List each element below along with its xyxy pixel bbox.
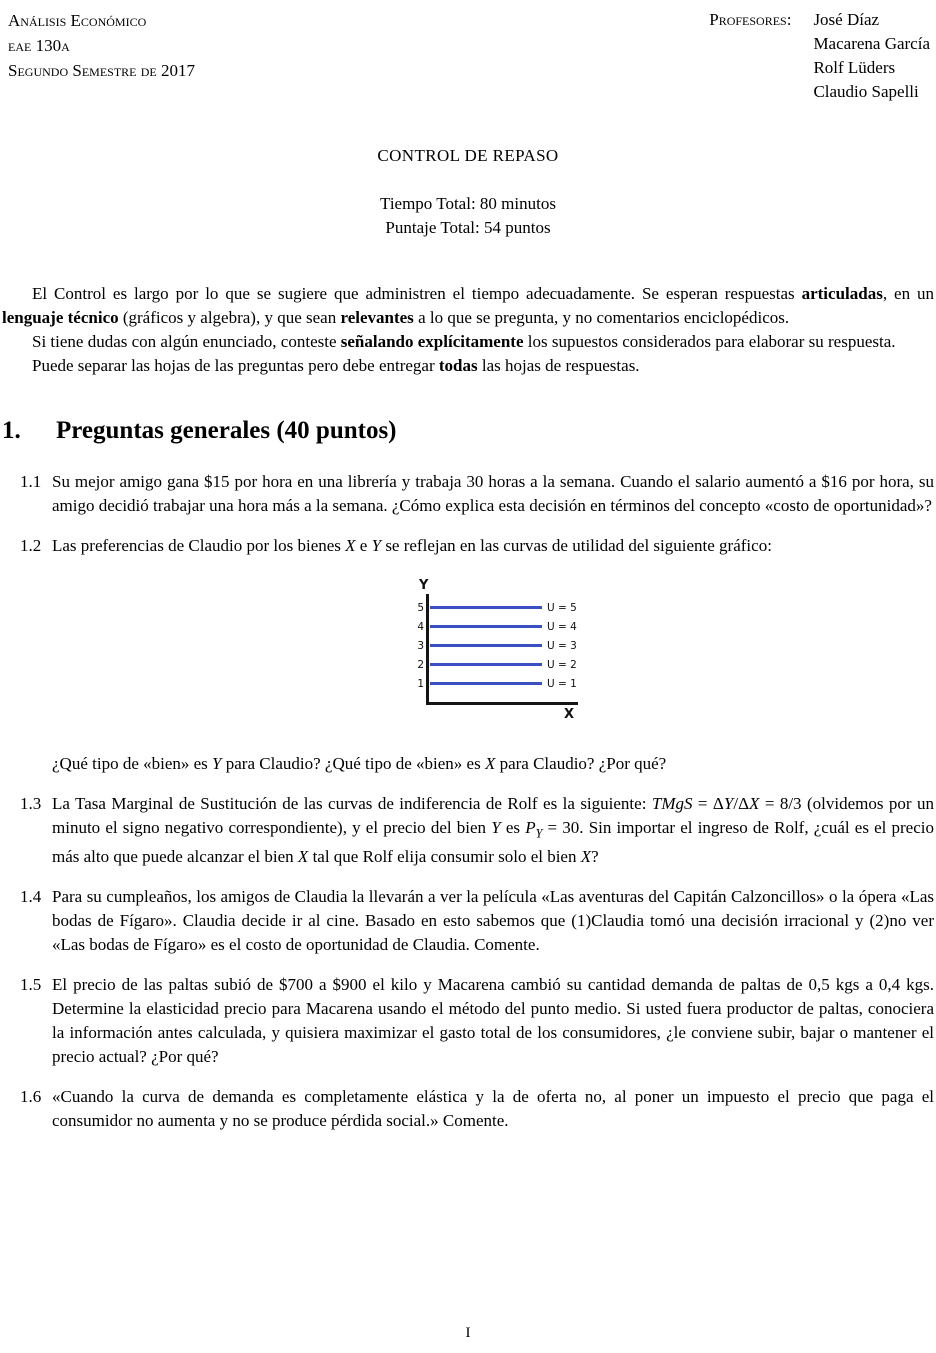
y-tick-label: 4 — [417, 620, 424, 633]
question-number: 1.2 — [20, 536, 42, 555]
question-text: El precio de las paltas subió de $700 a $900 el kilo y Macarena cambió su cantidad demanda de paltas de 0,5 kgs a 0,4 kgs. Determine la elasticidad precio para Macarena usando el método del punto medio. Si usted fuera productor de paltas, conociera la información antes calculada, y quisiera maximizar el gasto total de los consumidores, ¿le conviene subir, bajar o mantener el precio actual? ¿Por qué? — [52, 975, 934, 1067]
question-number: 1.1 — [20, 472, 42, 491]
plot-area — [417, 594, 578, 705]
professor-name: Claudio Sapelli — [813, 82, 919, 101]
instructions — [2, 282, 934, 378]
question-number: 1.4 — [20, 887, 42, 907]
question-text: Para su cumpleaños, los amigos de Claudia la llevarán a ver la película «Las aventuras del Capitán Calzoncillos» o la ópera «Las bodas de Fígaro». Claudia decide ir al cine. Basado en esto sabemos que (1)Claudia tomó una decisión irracional y (2)no ver «Las bodas de Fígaro» es el costo de oportunidad de Claudia. Comente. — [52, 887, 934, 955]
curve-label: U = 3 — [547, 639, 577, 652]
question-number: 1.6 — [20, 1087, 42, 1107]
section-title: Preguntas generales (40 puntos) — [56, 417, 397, 444]
x-axis-line — [429, 702, 578, 705]
curve-label: U = 1 — [547, 677, 577, 690]
subtitle-block — [2, 192, 934, 240]
curve-row — [417, 636, 578, 655]
instructions-paragraph-1: El Control es largo por lo que se sugiere que administren el tiempo adecuadamente. Se esperan respuestas articuladas, en un lenguaje técnico (gráficos y algebra), y que sean relevantes a lo que se pregunta, y no comentarios enciclopédicos. — [2, 284, 935, 327]
instructions-paragraph-3: Puede separar las hojas de las preguntas pero debe entregar todas las hojas de respuestas. — [32, 356, 640, 375]
question-item-1-1 — [2, 470, 934, 518]
question-body — [52, 534, 934, 776]
points-total: Puntaje Total: 54 puntos — [385, 218, 551, 237]
utility-curves-figure — [398, 578, 588, 722]
instructions-paragraph-2: Si tiene dudas con algún enunciado, conteste señalando explícitamente los supuestos considerados para elaborar su respuesta. — [32, 332, 896, 351]
curve-label: U = 2 — [547, 658, 577, 671]
title-block — [2, 144, 934, 168]
y-tick-label: 2 — [417, 658, 424, 671]
page-number: I — [465, 1325, 471, 1341]
section-number: 1. — [2, 417, 21, 444]
indifference-curve-line — [430, 682, 542, 685]
curve-row — [417, 617, 578, 636]
question-item-1-4 — [2, 885, 934, 957]
curve-label: U = 4 — [547, 620, 577, 633]
professor-name: José Díaz — [813, 10, 880, 29]
question-item-1-5 — [2, 973, 934, 1069]
course-code: eae 130a — [8, 36, 70, 55]
question-number: 1.5 — [20, 975, 42, 995]
professors-label: Profesores: — [709, 10, 792, 29]
professors-block — [709, 8, 930, 104]
curve-row — [417, 674, 578, 693]
time-total: Tiempo Total: 80 minutos — [380, 194, 556, 213]
course-title: Análisis Económico — [8, 11, 147, 30]
y-tick-label: 3 — [417, 639, 424, 652]
indifference-curve-line — [430, 606, 542, 609]
question-text: ¿Qué tipo de «bien» es Y para Claudio? ¿Qué tipo de «bien» es X para Claudio? ¿Por qué? — [52, 754, 667, 773]
indifference-curve-line — [430, 644, 542, 647]
question-text: Su mejor amigo gana $15 por hora en una librería y trabaja 30 horas a la semana. Cuando el salario aumentó a $16 por hora, su amigo decidió trabajar una hora más a la semana. ¿Cómo explica esta decisión en términos del concepto «costo de oportunidad»? — [52, 472, 934, 515]
course-info — [8, 8, 195, 83]
y-tick-label: 1 — [417, 677, 424, 690]
curve-label: U = 5 — [547, 601, 577, 614]
question-item-1-3 — [2, 792, 934, 869]
question-item-1-2 — [2, 534, 934, 776]
question-number: 1.3 — [20, 794, 42, 813]
curve-row — [417, 655, 578, 674]
curve-row — [417, 598, 578, 617]
y-axis-label: Y — [419, 578, 429, 593]
indifference-curve-line — [430, 663, 542, 666]
indifference-curves — [417, 594, 578, 702]
page-footer — [0, 1321, 936, 1345]
question-text: Las preferencias de Claudio por los bienes X e Y se reflejan en las curvas de utilidad del siguiente gráfico: — [52, 536, 772, 555]
section-heading — [2, 416, 934, 446]
question-item-1-6 — [2, 1085, 934, 1133]
exam-title: CONTROL DE REPASO — [377, 146, 559, 165]
professor-name: Rolf Lüders — [813, 58, 896, 77]
course-semester: Segundo Semestre de 2017 — [8, 61, 195, 80]
x-axis-label: X — [564, 707, 575, 722]
question-text: La Tasa Marginal de Sustitución de las curvas de indiferencia de Rolf es la siguiente: TMgS = ΔY/ΔX = 8/3 (olvidemos por un minuto el signo negativo correspondiente), y el precio del bien Y es $P_Y = 30$. Sin importar el ingreso de Rolf, ¿cuál es el precio más alto que puede alcanzar el bien X tal que Rolf elija consumir solo el bien X? — [52, 794, 935, 867]
y-tick-label: 5 — [417, 601, 424, 614]
document-header — [2, 8, 934, 104]
section-preguntas-generales — [2, 416, 934, 1133]
indifference-curve-line — [430, 625, 542, 628]
professor-name: Macarena García — [813, 34, 930, 53]
professors-names — [813, 8, 930, 104]
question-text: «Cuando la curva de demanda es completamente elástica y la de oferta no, al poner un impuesto el precio que paga el consumidor no aumenta y no se produce pérdida social.» Comente. — [52, 1087, 934, 1131]
